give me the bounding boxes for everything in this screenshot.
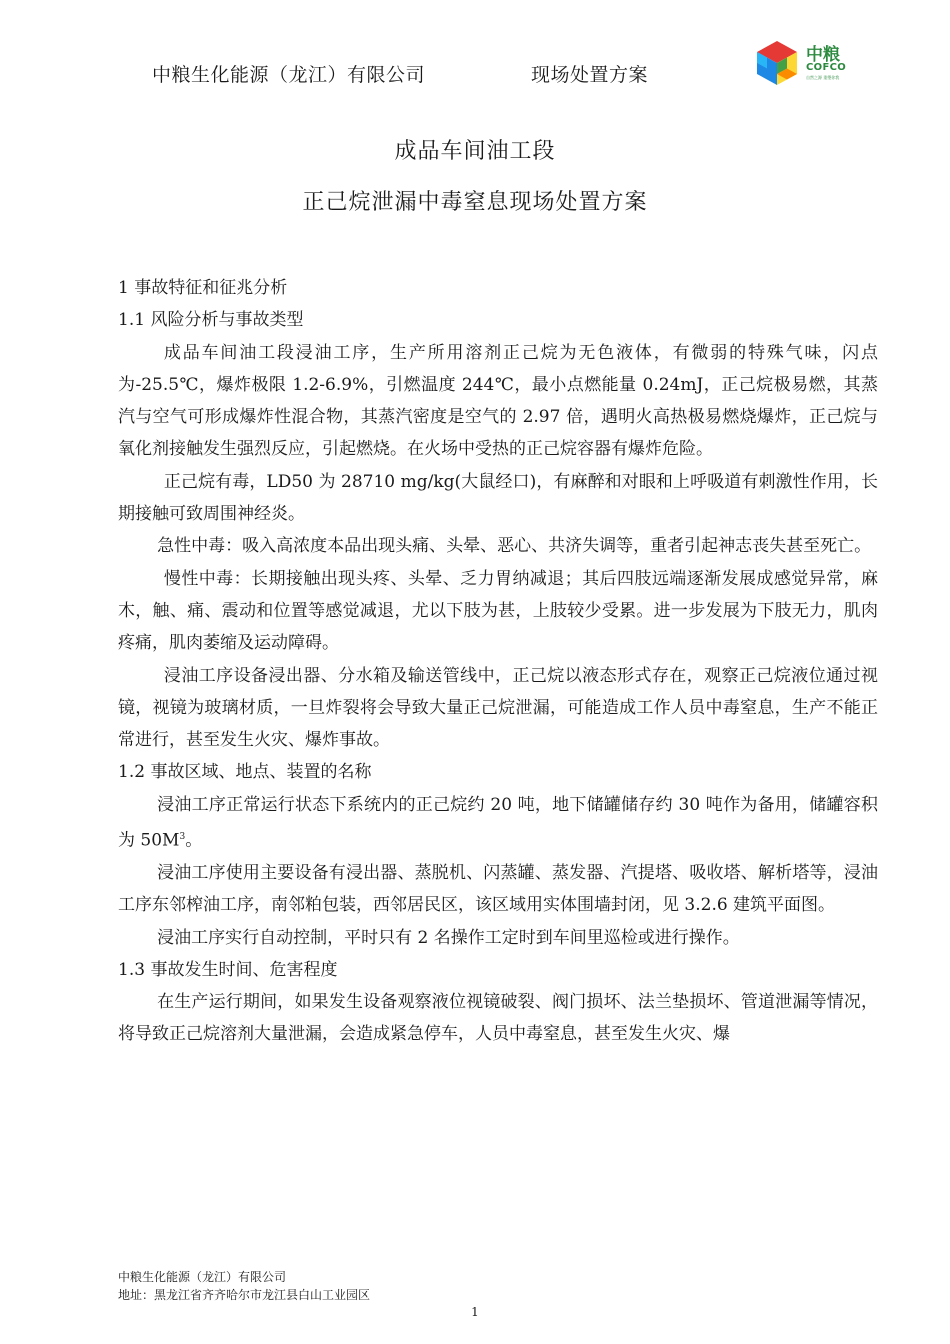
document-title-line2: 正己烷泄漏中毒窒息现场处置方案 <box>302 190 648 215</box>
inventory-end: 。 <box>185 830 203 851</box>
cofco-logo <box>752 38 856 88</box>
footer-address: 地址：黑龙江省齐齐哈尔市龙江县白山工业园区 <box>118 1288 371 1302</box>
paragraph-leak-risk: 浸油工序设备浸出器、分水箱及输送管线中，正己烷以液态形式存在，观察正己烷液位通过视镜，视镜为玻璃材质，一旦炸裂将会导致大量正己烷泄漏，可能造成工作人员中毒窒息，生产不能正常进行，甚至发生火灾、爆炸事故。 <box>118 665 878 751</box>
page-number: 1 <box>471 1305 479 1319</box>
paragraph-hexane-properties: 成品车间油工段浸油工序，生产所用溶剂正己烷为无色液体，有微弱的特殊气味，闪点为-25.5℃，爆炸极限 1.2-6.9%，引燃温度 244℃，最小点燃能量 0.24mJ，正己烷极易燃，其蒸汽与空气可形成爆炸性混合物，其蒸汽密度是空气的 2.97 倍，遇明火高热极易燃烧爆炸，正己烷与氧化剂接触发生强烈反应，引起燃烧。在火场中受热的正己烷容器有爆炸危险。 <box>118 342 878 460</box>
logo-text-cn: 中粮 <box>806 45 840 65</box>
footer-company-name: 中粮生化能源（龙江）有限公司 <box>118 1270 287 1284</box>
document-body <box>118 272 878 1051</box>
logo-slogan: 自然之源 重塑你我 <box>806 75 840 80</box>
section-heading-1-1: 1.1 风险分析与事故类型 <box>118 310 304 331</box>
paragraph-operation: 浸油工序实行自动控制，平时只有 2 名操作工定时到车间里巡检或进行操作。 <box>157 927 740 948</box>
document-title-line1: 成品车间油工段 <box>394 139 556 164</box>
section-heading-1-2: 1.2 事故区域、地点、装置的名称 <box>118 762 372 783</box>
paragraph-toxicity: 正己烷有毒，LD50 为 28710 mg/kg(大鼠经口)，有麻醉和对眼和上呼吸道有刺激性作用，长期接触可致周围神经炎。 <box>118 471 878 525</box>
section-heading-1: 1 事故特征和征兆分析 <box>118 278 288 298</box>
paragraph-inventory <box>118 789 878 857</box>
paragraph-acute-poisoning: 急性中毒：吸入高浓度本品出现头痛、头晕、恶心、共济失调等，重者引起神志丧失甚至死亡。 <box>157 536 872 557</box>
cofco-cube-icon <box>752 38 802 88</box>
unit-superscript: 3 <box>179 832 186 843</box>
header-company-name: 中粮生化能源（龙江）有限公司 <box>152 64 426 86</box>
page-header <box>0 0 950 100</box>
inventory-text: 浸油工序正常运行状态下系统内的正己烷约 20 吨，地下储罐储存约 30 吨作为备用，储罐容积为 50M <box>118 794 878 851</box>
paragraph-hazard: 在生产运行期间，如果发生设备观察液位视镜破裂、阀门损坏、法兰垫损坏、管道泄漏等情况，将导致正己烷溶剂大量泄漏，会造成紧急停车，人员中毒窒息，甚至发生火灾、爆 <box>118 992 878 1045</box>
section-heading-1-3: 1.3 事故发生时间、危害程度 <box>118 959 338 980</box>
header-document-type: 现场处置方案 <box>531 64 649 86</box>
paragraph-chronic-poisoning: 慢性中毒：长期接触出现头疼、头晕、乏力胃纳减退；其后四肢远端逐渐发展成感觉异常，麻木，触、痛、震动和位置等感觉减退，尤以下肢为甚，上肢较少受累。进一步发展为下肢无力，肌肉疼痛，肌肉萎缩及运动障碍。 <box>118 568 878 654</box>
paragraph-equipment: 浸油工序使用主要设备有浸出器、蒸脱机、闪蒸罐、蒸发器、汽提塔、吸收塔、解析塔等，浸油工序东邻榨油工序，南邻粕包装，西邻居民区，该区域用实体围墙封闭，见 3.2.6 建筑平面图。 <box>118 863 878 916</box>
logo-text-en: COFCO <box>806 62 847 73</box>
